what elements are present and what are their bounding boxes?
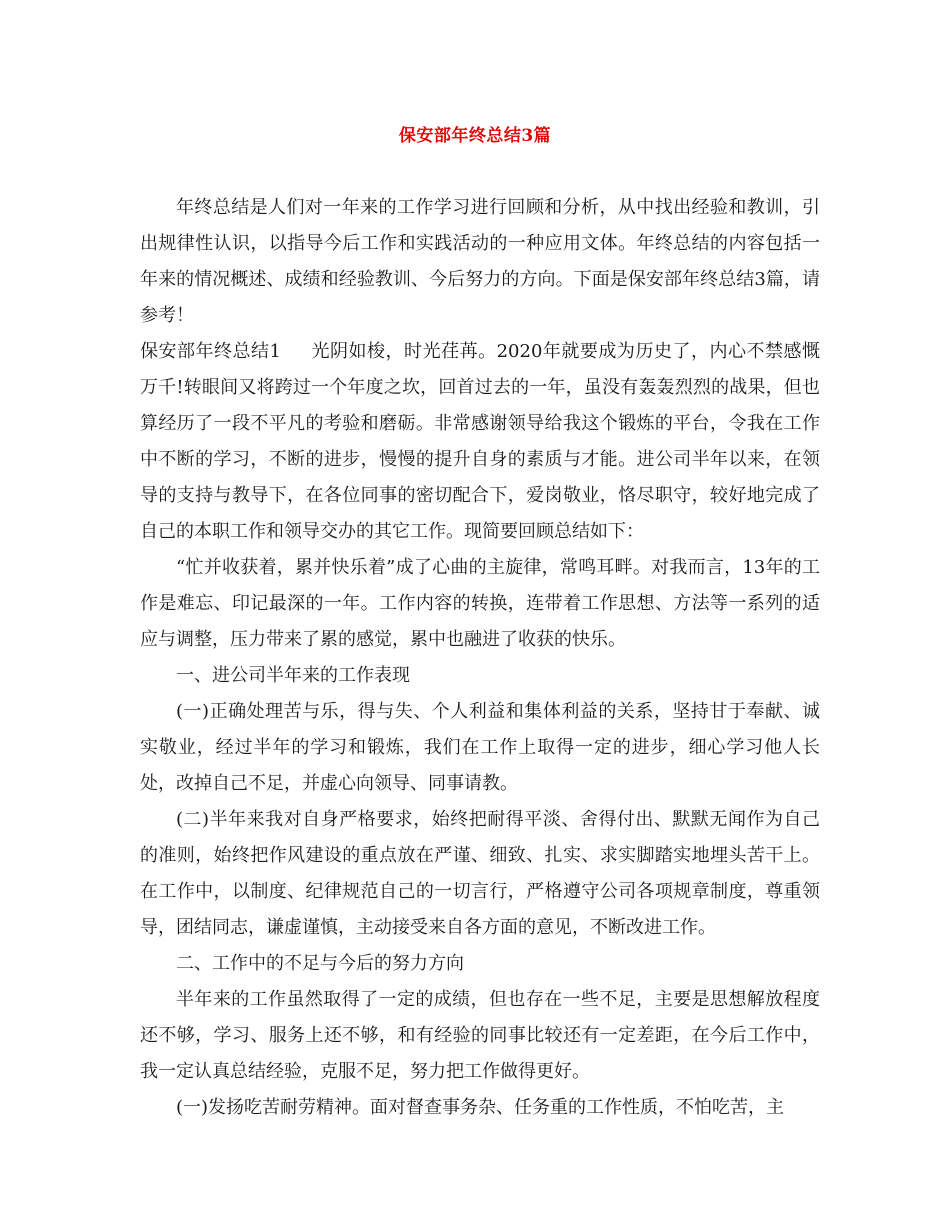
section-1-heading: 保安部年终总结1 [140, 341, 282, 362]
heading-work-performance: 一、进公司半年来的工作表现 [176, 665, 410, 686]
heading-shortcomings: 二、工作中的不足与今后的努力方向 [176, 953, 464, 974]
intro-paragraph: 年终总结是人们对一年来的工作学习进行回顾和分析，从中找出经验和教训，引出规律性认识，以指导今后工作和实践活动的一种应用文体。年终总结的内容包括一年来的情况概述、成绩和经验教训、今后努力的方向。下面是保安部年终总结3篇，请参考！ [140, 197, 820, 326]
paragraph-shortcomings: 半年来的工作虽然取得了一定的成绩，但也存在一些不足，主要是思想解放程度还不够，学习、服务上还不够，和有经验的同事比较还有一定差距，在今后工作中，我一定认真总结经验，克服不足，努力把工作做得更好。 [140, 989, 820, 1082]
document-body [140, 190, 820, 1126]
paragraph-point-1: (一)正确处理苦与乐，得与失、个人利益和集体利益的关系，坚持甘于奉献、诚实敬业，经过半年的学习和锻炼，我们在工作上取得一定的进步，细心学习他人长处，改掉自己不足，并虚心向领导、同事请教。 [140, 701, 820, 794]
section-1-paragraph [140, 334, 820, 550]
paragraph-point-2: (二)半年来我对自身严格要求，始终把耐得平淡、舍得付出、默默无闻作为自己的准则，始终把作风建设的重点放在严谨、细致、扎实、求实脚踏实地埋头苦干上。在工作中，以制度、纪律规范自己的一切言行，严格遵守公司各项规章制度，尊重领导，团结同志，谦虚谨慎，主动接受来自各方面的意见，不断改进工作。 [140, 809, 820, 938]
section-1-text: 光阴如梭，时光荏苒。2020年就要成为历史了，内心不禁感慨万千!转眼间又将跨过一个年度之坎，回首过去的一年，虽没有轰轰烈烈的战果，但也算经历了一段不平凡的考验和磨砺。非常感谢领导给我这个锻炼的平台，令我在工作中不断的学习，不断的进步，慢慢的提升自身的素质与才能。进公司半年以来，在领导的支持与教导下，在各位同事的密切配合下，爱岗敬业，恪尽职守，较好地完成了自己的本职工作和领导交办的其它工作。现简要回顾总结如下： [140, 341, 821, 542]
document-title: 保安部年终总结3篇 [398, 126, 552, 146]
paragraph-busy-harvest: “忙并收获着，累并快乐着”成了心曲的主旋律，常鸣耳畔。对我而言，13年的工作是难忘、印记最深的一年。工作内容的转换，连带着工作思想、方法等一系列的适应与调整，压力带来了累的感觉，累中也融进了收获的快乐。 [140, 557, 820, 650]
paragraph-hardworking: (一)发扬吃苦耐劳精神。面对督查事务杂、任务重的工作性质，不怕吃苦，主 [176, 1097, 785, 1118]
